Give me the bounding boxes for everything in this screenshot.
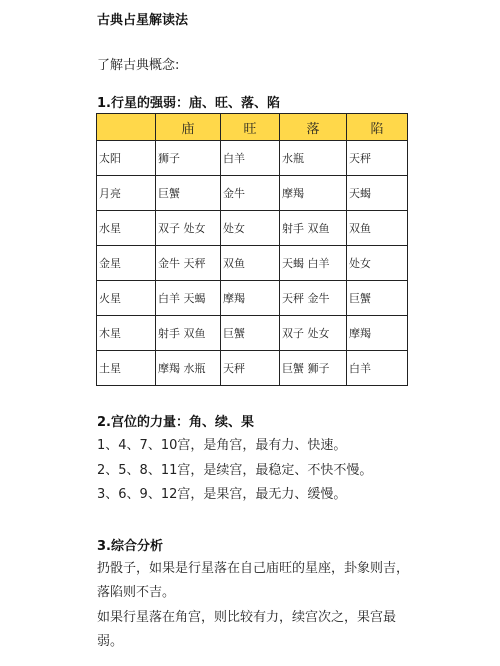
planet-cell: 水星	[97, 211, 156, 246]
planet-cell: 土星	[97, 351, 156, 386]
table-cell: 摩羯 水瓶	[156, 351, 221, 386]
table-cell: 射手 双鱼	[156, 316, 221, 351]
table-cell: 金牛	[221, 176, 280, 211]
planet-strength-table	[96, 113, 408, 386]
intro-text: 了解古典概念:	[97, 58, 180, 73]
table-cell: 天秤	[221, 351, 280, 386]
planet-cell: 火星	[97, 281, 156, 316]
table-row	[97, 176, 408, 211]
table-cell: 金牛 天秤	[156, 246, 221, 281]
planet-cell: 太阳	[97, 141, 156, 176]
table-cell: 天秤 金牛	[280, 281, 347, 316]
table-cell: 巨蟹	[221, 316, 280, 351]
table-cell: 射手 双鱼	[280, 211, 347, 246]
header-cell-blank	[97, 114, 156, 141]
table-cell: 巨蟹	[347, 281, 408, 316]
table-row	[97, 281, 408, 316]
table-cell: 双鱼	[221, 246, 280, 281]
table-row	[97, 246, 408, 281]
table-cell: 摩羯	[347, 316, 408, 351]
table-row	[97, 351, 408, 386]
house-strength-list	[97, 434, 372, 508]
planet-cell: 月亮	[97, 176, 156, 211]
planet-cell: 木星	[97, 316, 156, 351]
table-cell: 巨蟹 狮子	[280, 351, 347, 386]
table-cell: 白羊 天蝎	[156, 281, 221, 316]
table-cell: 处女	[347, 246, 408, 281]
section-1-heading: 1.行星的强弱：庙、旺、落、陷	[97, 96, 280, 111]
table-cell: 白羊	[221, 141, 280, 176]
list-item: 2、5、8、11宫，是续宫，最稳定、不快不慢。	[97, 462, 373, 478]
section-2-heading: 2.宫位的力量：角、续、果	[97, 415, 254, 430]
table-cell: 双子 处女	[156, 211, 221, 246]
planet-cell: 金星	[97, 246, 156, 281]
table-cell: 巨蟹	[156, 176, 221, 211]
table-cell: 狮子	[156, 141, 221, 176]
table-cell: 摩羯	[280, 176, 347, 211]
section-3-heading: 3.综合分析	[97, 539, 163, 554]
table-cell: 水瓶	[280, 141, 347, 176]
table-cell: 天秤	[347, 141, 408, 176]
table-header-row	[97, 114, 408, 141]
analysis-paragraph: 扔骰子，如果是行星落在自己庙旺的星座，卦象则吉，落陷则不吉。	[97, 561, 410, 600]
table-row	[97, 316, 408, 351]
table-cell: 白羊	[347, 351, 408, 386]
header-cell-miao: 庙	[156, 114, 221, 141]
table-cell: 天蝎 白羊	[280, 246, 347, 281]
header-cell-luo: 落	[280, 114, 347, 141]
table-cell: 双子 处女	[280, 316, 347, 351]
table-cell: 摩羯	[221, 281, 280, 316]
header-cell-xian: 陷	[347, 114, 408, 141]
table-row	[97, 141, 408, 176]
table-cell: 双鱼	[347, 211, 408, 246]
header-cell-wang: 旺	[221, 114, 280, 141]
table-cell: 天蝎	[347, 176, 408, 211]
analysis-paragraph: 如果行星落在角宫，则比较有力，续宫次之，果宫最弱。	[97, 610, 397, 649]
table-row	[97, 211, 408, 246]
table-cell: 处女	[221, 211, 280, 246]
list-item: 3、6、9、12宫，是果宫，最无力、缓慢。	[97, 487, 347, 502]
list-item: 1、4、7、10宫，是角宫，最有力、快速。	[97, 438, 347, 453]
page-title: 古典占星解读法	[97, 13, 189, 28]
